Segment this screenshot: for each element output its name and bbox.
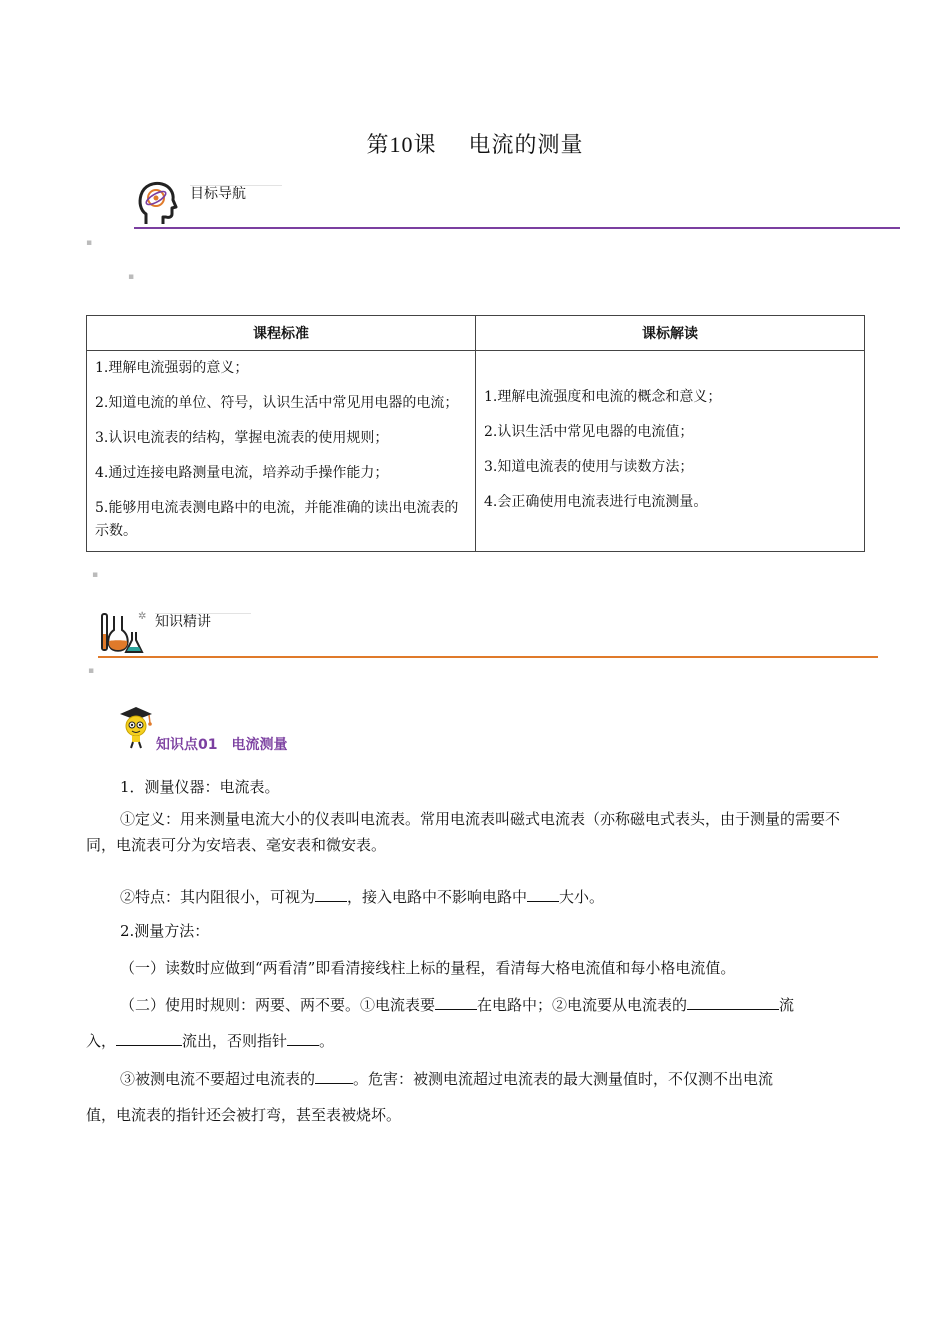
section-label-goals: 目标导航 <box>190 186 246 202</box>
interpretation-item: 1.理解电流强度和电流的概念和意义； <box>484 389 722 405</box>
paragraph-mark: ▪ <box>86 238 93 248</box>
fill-blank <box>315 887 347 902</box>
paragraph-mark: ▪ <box>92 570 99 580</box>
standard-item: 5.能够用电流表测电路中的电流，并能准确的读出电流表的示数。 <box>95 500 459 539</box>
text-segment: ②特点：其内阻很小，可视为 <box>120 888 316 906</box>
standard-item: 1.理解电流强弱的意义； <box>95 360 249 376</box>
standard-item: 3.认识电流表的结构，掌握电流表的使用规则； <box>95 430 389 446</box>
standards-table <box>86 315 865 552</box>
section-divider-purple <box>134 227 900 229</box>
table-header-interpretation: 课标解读 <box>476 316 865 351</box>
text-segment: 流 <box>779 996 795 1014</box>
sparkle-icon: ✲ <box>138 611 147 622</box>
section-divider-orange <box>98 656 878 658</box>
title-prefix: 第 <box>366 133 390 158</box>
knowledge-point-title: 知识点01 电流测量 <box>156 737 288 753</box>
interpretation-cell <box>476 351 865 552</box>
fill-blank <box>687 995 779 1010</box>
text-segment: 。 <box>319 1032 335 1050</box>
interpretation-item: 4.会正确使用电流表进行电流测量。 <box>484 494 708 510</box>
interpretation-item: 2.认识生活中常见电器的电流值； <box>484 424 694 440</box>
title-name: 电流的测量 <box>468 133 584 158</box>
text-segment: 在电路中；②电流要从电流表的 <box>477 996 688 1014</box>
paragraph-overload-cont: 值，电流表的指针还会被打弯，甚至表被烧坏。 <box>86 1106 402 1124</box>
section-label-knowledge: 知识精讲 <box>155 614 211 630</box>
standard-item: 4.通过连接电路测量电流，培养动手操作能力； <box>95 465 389 481</box>
fill-blank <box>315 1069 353 1084</box>
text-segment: 。危害：被测电流超过电流表的最大测量值时，不仅测不出电流 <box>353 1070 774 1088</box>
standard-item: 2.知道电流的单位、符号，认识生活中常见用电器的电流； <box>95 395 459 411</box>
paragraph-mark: ▪ <box>88 666 95 676</box>
head-brain-icon <box>136 180 178 226</box>
interpretation-item: 3.知道电流表的使用与读数方法； <box>484 459 694 475</box>
text-segment: ，接入电路中不影响电路中 <box>347 888 528 906</box>
paragraph-definition: ①定义：用来测量电流大小的仪表叫电流表。常用电流表叫磁式电流表（亦称磁电式表头，由于测量的需要不同，电流表可分为安培表、毫安表和微安表。 <box>86 810 841 854</box>
fill-blank <box>527 887 559 902</box>
paragraph-usage-rule <box>120 992 794 1018</box>
table-header-standard: 课程标准 <box>87 316 476 351</box>
paragraph-mark: ▪ <box>128 272 135 282</box>
paragraph-feature <box>120 884 604 910</box>
paragraph-usage-rule-cont <box>86 1028 334 1054</box>
fill-blank <box>116 1031 182 1046</box>
title-number: 10 <box>389 132 414 157</box>
paragraph-method: 2.测量方法： <box>120 922 210 940</box>
text-segment: 大小。 <box>559 888 605 906</box>
section-label-underline <box>155 613 251 614</box>
standards-cell <box>87 351 476 552</box>
graduate-mascot-icon <box>116 705 156 749</box>
fill-blank <box>287 1031 319 1046</box>
paragraph-reading-rule: （一）读数时应做到“两看清”即看清接线柱上标的量程，看清每大格电流值和每小格电流值。 <box>120 959 736 977</box>
text-segment: 流出，否则指针 <box>182 1032 288 1050</box>
text-segment: 入， <box>86 1032 117 1050</box>
page-title <box>0 128 950 159</box>
paragraph-instrument: 1．测量仪器：电流表。 <box>120 778 280 796</box>
text-segment: （二）使用时规则：两要、两不要。①电流表要 <box>120 996 436 1014</box>
section-label-underline <box>190 185 282 186</box>
title-suffix: 课 <box>413 133 437 158</box>
fill-blank <box>435 995 477 1010</box>
text-segment: ③被测电流不要超过电流表的 <box>120 1070 316 1088</box>
paragraph-overload <box>120 1066 773 1092</box>
